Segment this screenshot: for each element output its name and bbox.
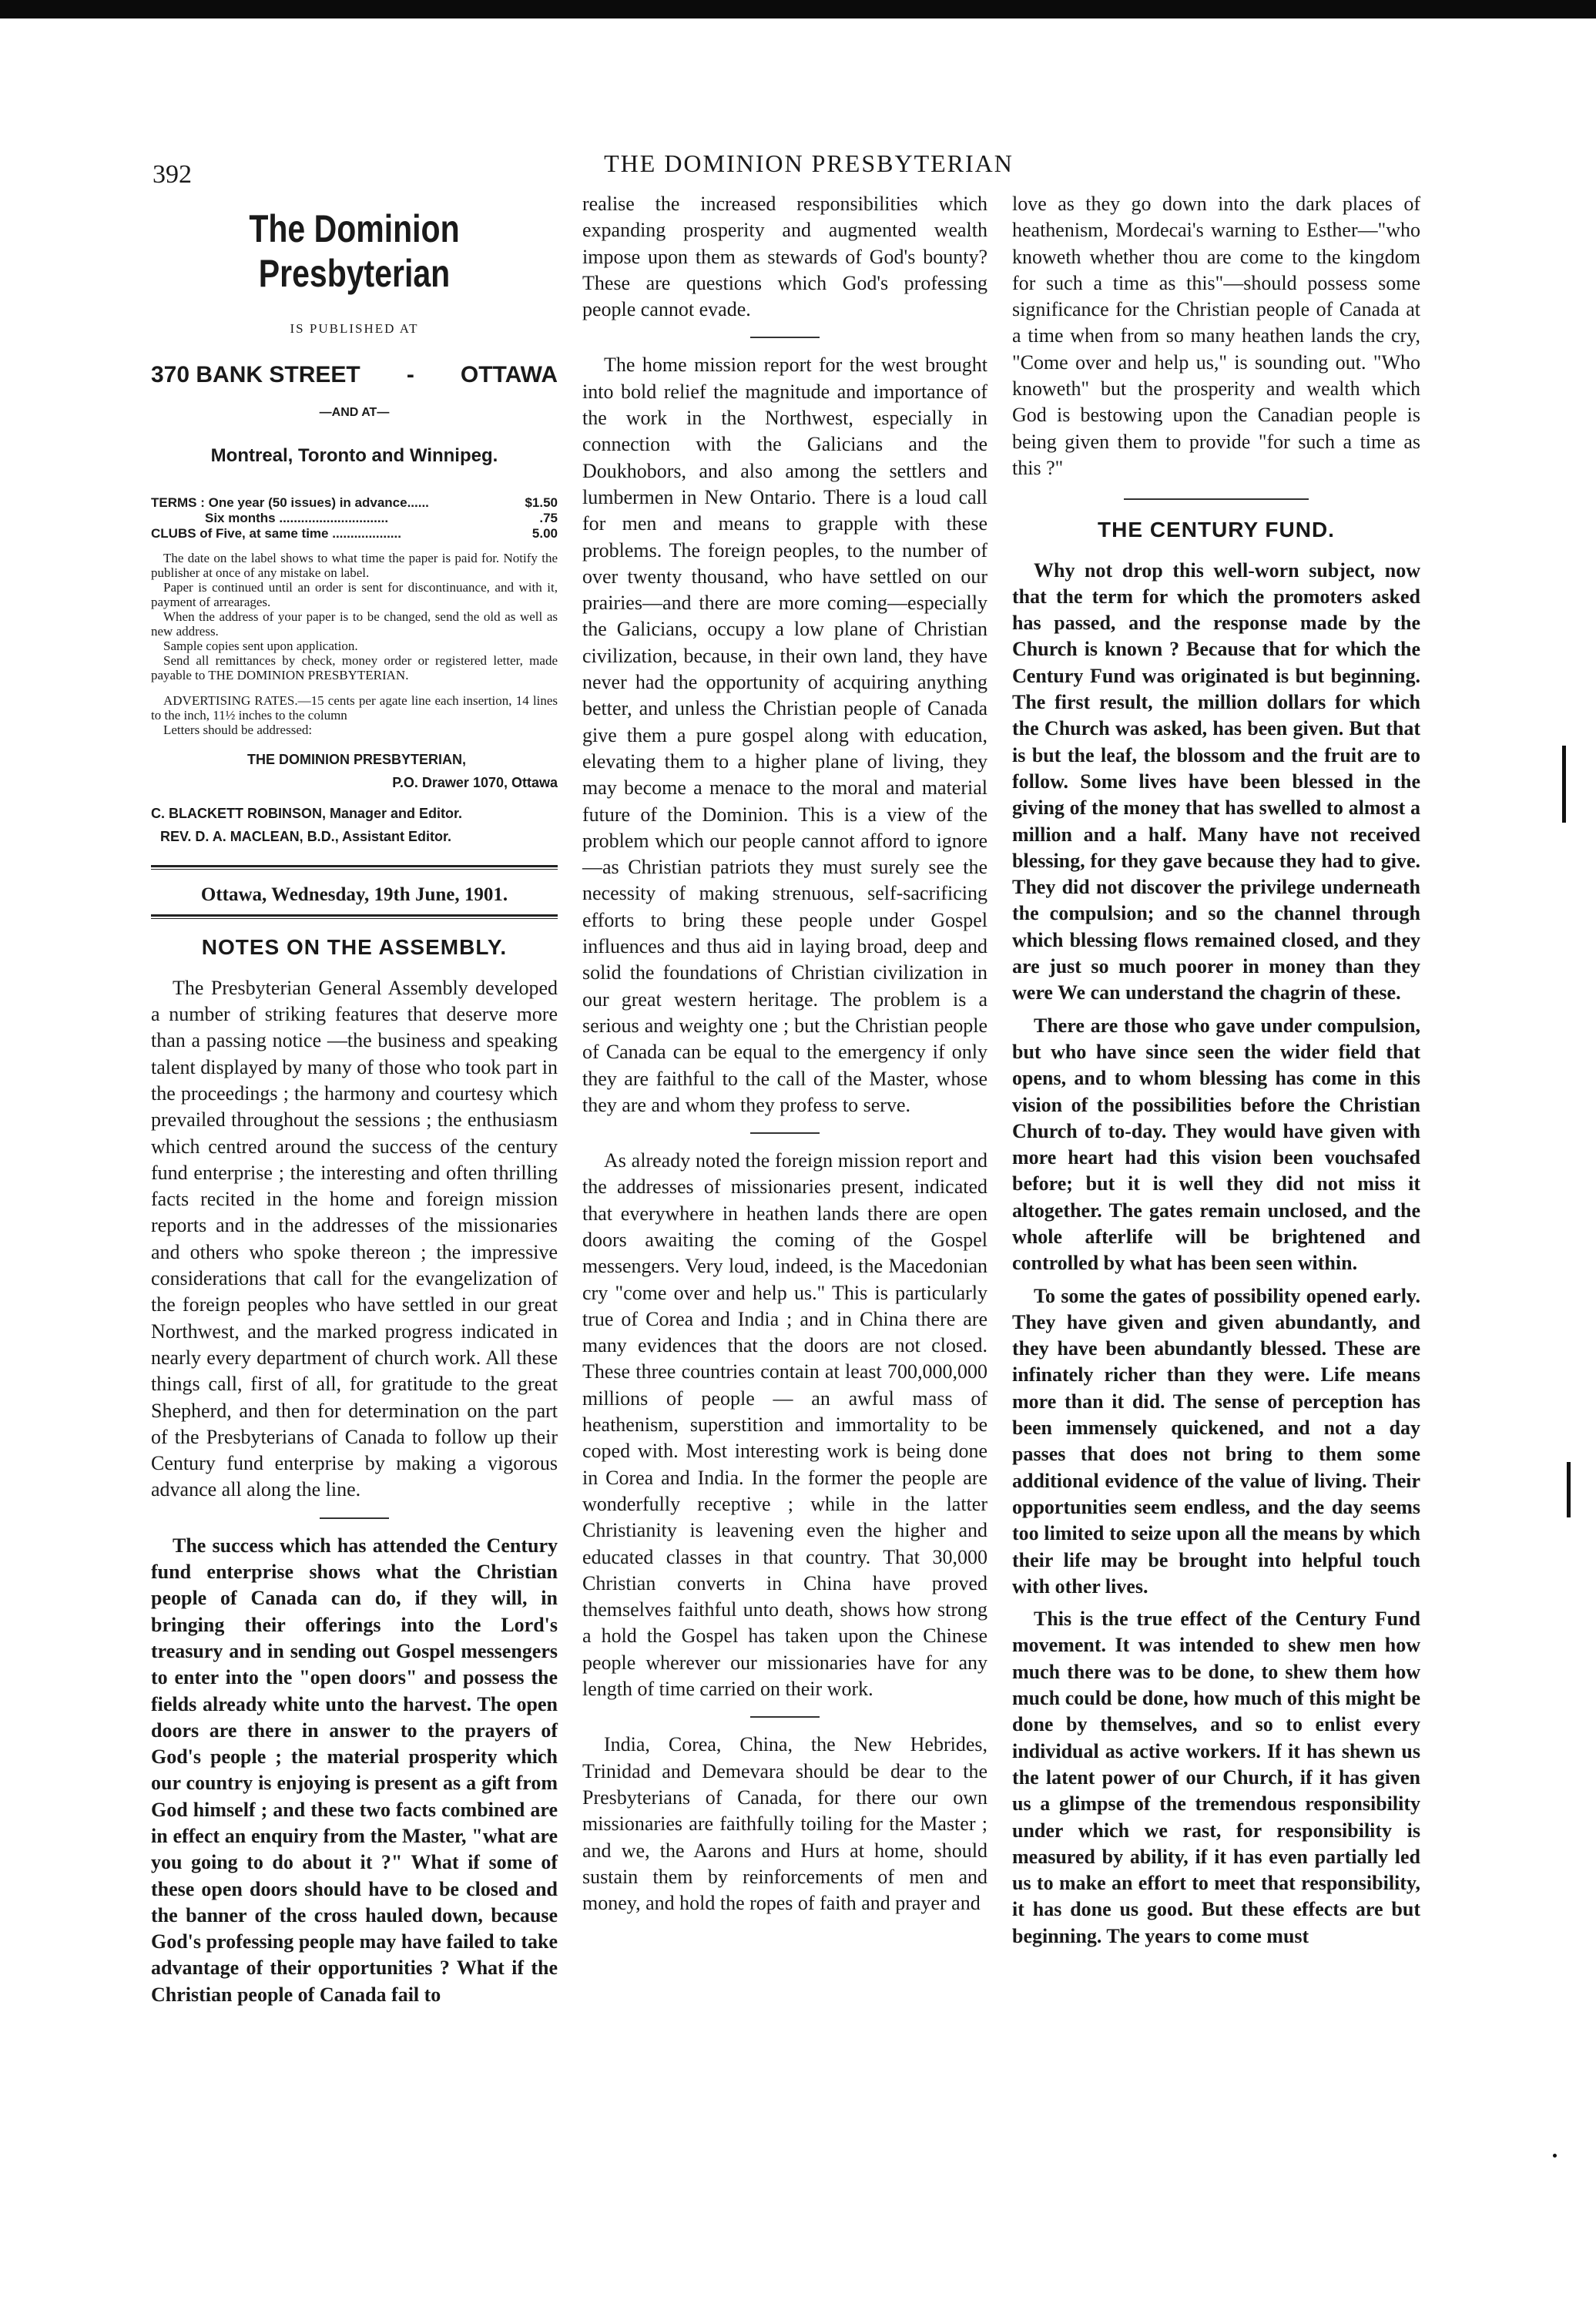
paragraph: realise the increased responsibilities which expanding prosperity and augmented wealth impose upon them as stewards of God's bounty? These are questions which God's professing people cannot evade. (582, 193, 987, 321)
paragraph: The success which has attended the Century fund enterprise shows what the Christian people of Canada can do, if they will, in bringing their offerings into the Lord's treasury and in sending out Gospel messengers to enter into the "open doors" and possess the fields already white unto the harvest. The open doors are there in answer to the prayers of God's people ; the material prosperity which our country is enjoying is present as a gift from God himself ; and these two facts combined are in effect an enquiry from the Master, "what are you going to do about it ?" What if some of these open doors should have to be closed and the banner of the cross hauled down, because God's professing people may have failed to take advantage of their opportunities ? What if the Christian people of Canada fail to (151, 1534, 558, 2006)
separator (750, 1716, 820, 1718)
scan-mark (1562, 746, 1566, 823)
article-heading: NOTES ON THE ASSEMBLY. (201, 935, 508, 960)
top-border (0, 0, 1596, 18)
paragraph: India, Corea, China, the New Hebrides, Trinidad and Demevara should be dear to the Presbyterians of Canada, for there our own missionaries are faithfully toiling for the Master ; and we, the Aarons and Hurs at home, should sustain them by reinforcements of men and money, and hold the ropes of faith and prayer and (582, 1733, 987, 1915)
column-2 (582, 191, 987, 1923)
notice: When the address of your paper is to be changed, send the old as well as new address. (151, 609, 558, 639)
rule (151, 865, 558, 870)
notice: The date on the label shows to what time the paper is paid for. Notify the publisher at once of any mistake on label. (151, 551, 558, 581)
separator (1124, 498, 1309, 500)
paragraph: This is the true effect of the Century Fund movement. It was intended to shew men how much there was to be done, to shew them how much could be done, how much of this might be done by themselves, and so to enlist every individual as active workers. If it has shewn us the latent power of our Church, if it has given us a glimpse of the tremendous responsibility under which we rast, for responsibility is measured by ability, if it has even partially led us to make an effort to meet that responsibility, it has done us good. But these effects are but beginning. The years to come must (1012, 1608, 1420, 1947)
separator (750, 337, 820, 338)
published-at: IS PUBLISHED AT (290, 321, 419, 336)
notice: Sample copies sent upon application. (163, 639, 358, 654)
addressee-1: THE DOMINION PRESBYTERIAN, (247, 752, 467, 768)
advertising-rates: ADVERTISING RATES.—15 cents per agate line each insertion, 14 lines to the inch, 11½ inches to the column (151, 693, 558, 723)
paragraph: love as they go down into the dark places of heathenism, Mordecai's warning to Esther—"who knoweth whether thou are come to the kingdom for such a time as this"—should possess some significance for the Christian people of Canada at a time when from so many heathen lands the cry, "Come over and help us," is sounding out. "Who knoweth" but the prosperity and wealth which God is bestowing upon the Canadian people is being given them to provide "for such a time as this ?" (1012, 193, 1420, 479)
terms-row: TERMS : One year (50 issues) in advance...... $1.50 (151, 495, 558, 511)
letters-note: Letters should be addressed: (163, 723, 313, 738)
manager-line: C. BLACKETT ROBINSON, Manager and Editor. (151, 806, 463, 822)
notice: Send all remittances by check, money order or registered letter, made payable to THE DOMINION PRESBYTERIAN. (151, 653, 558, 683)
dateline: Ottawa, Wednesday, 19th June, 1901. (200, 884, 508, 906)
paragraph: The home mission report for the west brought into bold relief the magnitude and importance of the work in the Northwest, especially in connection with the Galicians and the Doukhobors, and also among the settlers and lumbermen in New Ontario. There is a loud call for men and means to grapple with these problems. The foreign peoples, to the number of over twenty thousand, who have settled on our prairies—and there are more coming—especially the Galicians, occupy a low plane of Christian civilization, because, in their own land, they have never had the opportunity of acquiring anything better, and unless the Christian people of Canada give them a pure gospel along with education, elevating them to a higher plane of living, they may become a menace to the moral and material future of the Dominion. This is a view of the problem which our people cannot afford to ignore—as Christian patriots they must surely see the necessity of making strenuous, self-sacrificing efforts to bring these people under Gospel influences and thus aid in laying broad, deep and solid the foundations of Christian civilization in our great western heritage. The problem is a serious and weighty one ; but the Christian people of Canada can be equal to the emergency if only they are faithful to the call of the Master, whose they are and whom they profess to serve. (582, 354, 987, 1116)
masthead-address (151, 362, 558, 388)
addressee-2: P.O. Drawer 1070, Ottawa (392, 775, 558, 791)
advertising-block (151, 693, 558, 737)
notices (151, 551, 558, 682)
terms-row: CLUBS of Five, at same time ................... 5.00 (151, 526, 558, 542)
separator (320, 1517, 389, 1519)
cities: Montreal, Toronto and Winnipeg. (210, 444, 498, 466)
address-dash: - (406, 362, 414, 388)
assistant-editor-line: REV. D. A. MACLEAN, B.D., Assistant Editor. (160, 829, 452, 845)
column-3 (1012, 191, 1420, 1956)
running-head: THE DOMINION PRESBYTERIAN (604, 149, 1014, 177)
paragraph: As already noted the foreign mission report and the addresses of missionaries present, indicated that everywhere in heathen lands there are open doors awaiting the coming of the Gospel messengers. Very loud, indeed, is the Macedonian cry "come over and help us." This is particularly true of Corea and India ; and in China there are many evidences that the doors are not closed. These three countries contain at least 700,000,000 millions of people — an awful mass of heathenism, superstition and immortality to be coped with. Most interesting work is being done in Corea and India. In the former the people are wonderfully receptive ; while in the latter Christianity is leavening even the higher and educated classes in that country. That 30,000 Christian converts in China have proved themselves faithful unto death, shows how strong a hold the Gospel has taken upon the Chinese people wherever our missionaries have for any length of time carried on their work. (582, 1149, 987, 1701)
and-at: —AND AT— (319, 405, 390, 419)
masthead-title: The Dominion Presbyterian (249, 207, 460, 295)
paragraph: To some the gates of possibility opened early. They have given and given abundantly, and they have been abundantly blessed. These are infinately richer than they were. Life means more than it did. The sense of perception has been immensely quickened, and not a day passes that does not bring to them some additional evidence of the value of living. Their opportunities seem endless, and the day seems too limited to seize upon all the means by which their life may be brought into helpful touch with other lives. (1012, 1284, 1420, 1598)
paragraph: Why not drop this well-worn subject, now that the term for which the promoters asked has passed, and the response made by the Church is known ? Because that for which the Century Fund was originated is but beginning. The first result, the million dollars for which the Church was asked, has been given. But that is but the leaf, the blossom and the fruit are to follow. Some lives have been blessed in the giving of the money that has swelled to almost a million and a half. Many have not received blessing, for they gave because they had to give. They did not discover the privilege underneath the compulsion; and so the channel through which blessing flows remained closed, and they are just so much poorer in money than they were We can understand the chagrin of these. (1012, 558, 1420, 1004)
scan-mark (1567, 1462, 1571, 1517)
terms-row: Six months .............................. .75 (205, 511, 558, 526)
scan-mark (1553, 2154, 1557, 2158)
article-heading: THE CENTURY FUND. (1098, 518, 1335, 542)
page-number: 392 (153, 160, 192, 189)
address-left: 370 BANK STREET (151, 362, 360, 388)
notice: Paper is continued until an order is sent for discontinuance, and with it, payment of arrearages. (151, 580, 558, 610)
address-right: OTTAWA (460, 362, 558, 388)
column-1 (151, 193, 558, 2014)
paragraph: There are those who gave under compulsion, but who have since seen the wider field that opens, and to whom blessing has come in this vision of the possibilities before the Christian Church of to-day. They would have given with more heart had this vision been vouchsafed before; but it is well they did not miss it altogether. The gates remain unclosed, and the whole afterlife will be brightened and controlled by what has been seen within. (1012, 1014, 1420, 1275)
paragraph: The Presbyterian General Assembly developed a number of striking features that deserve more than a passing notice —the business and speaking talent displayed by many of those who took part in the proceedings ; the harmony and courtesy which prevailed throughout the sessions ; the enthusiasm which centred around the success of the century fund enterprise ; the interesting and often thrilling facts recited in the home and foreign mission reports and in the addresses of the missionaries and others who spoke thereon ; the impressive considerations that call for the evangelization of the foreign peoples who have settled in our great Northwest, and the marked progress indicated in nearly every department of church work. All these things call, first of all, for gratitude to the great Shepherd, and then for determination on the part of the Presbyterians of Canada to follow up their Century fund enterprise by making a vigorous advance all along the line. (151, 976, 558, 1501)
terms-block (151, 495, 558, 542)
rule (151, 914, 558, 919)
separator (750, 1132, 820, 1134)
